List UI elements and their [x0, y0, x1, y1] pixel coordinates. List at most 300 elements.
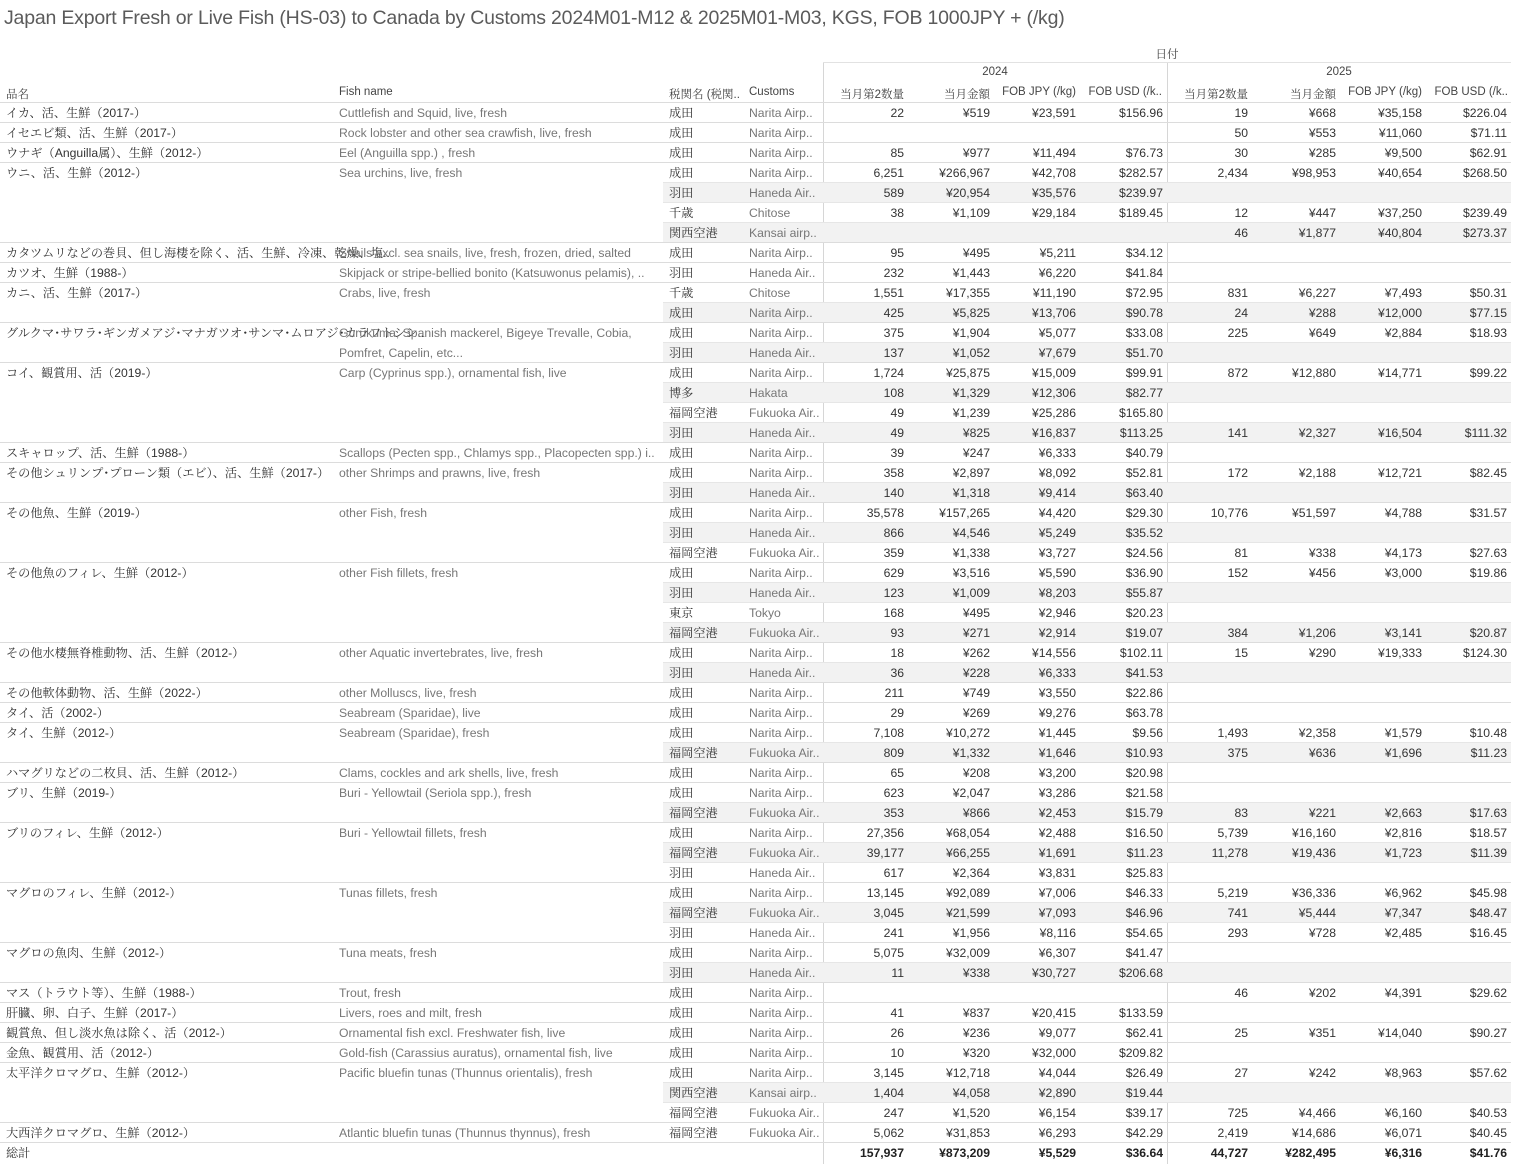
- header-fob-usd-2024[interactable]: FOB USD (/k..: [1088, 86, 1162, 98]
- customs-name: Narita Airp..: [749, 446, 813, 460]
- fish-name: Cuttlefish and Squid, live, fresh: [339, 106, 508, 120]
- total-value: ¥873,209: [939, 1146, 990, 1160]
- value-cell: $9.56: [1132, 726, 1163, 740]
- value-cell: $156.96: [1118, 106, 1163, 120]
- customs-name: Kansai airp..: [749, 226, 817, 240]
- table-row[interactable]: [0, 263, 1513, 283]
- value-cell: 140: [883, 486, 904, 500]
- header-customs[interactable]: Customs: [749, 86, 795, 98]
- value-cell: $20.98: [1125, 766, 1163, 780]
- value-cell: ¥495: [962, 246, 990, 260]
- header-amount-2025[interactable]: 当月金額: [1290, 89, 1336, 101]
- value-cell: $72.95: [1125, 286, 1163, 300]
- customs-name: Narita Airp..: [749, 726, 813, 740]
- value-cell: [1170, 243, 1248, 263]
- table-row[interactable]: [0, 283, 1513, 303]
- value-cell: 141: [1227, 426, 1248, 440]
- value-cell: ¥6,160: [1384, 1106, 1422, 1120]
- value-cell: [1170, 703, 1248, 723]
- customs-name: Fukuoka Air..: [749, 626, 820, 640]
- value-cell: [1252, 603, 1336, 623]
- value-cell: ¥32,009: [945, 946, 990, 960]
- value-cell: 5,062: [873, 1126, 904, 1140]
- table-row[interactable]: [0, 803, 1513, 823]
- fish-name: Buri - Yellowtail fillets, fresh: [339, 826, 487, 840]
- value-cell: 232: [883, 266, 904, 280]
- value-cell: [1170, 183, 1248, 203]
- customs-name: Narita Airp..: [749, 246, 813, 260]
- table-row[interactable]: [0, 1123, 1513, 1143]
- table-row[interactable]: [0, 543, 1513, 563]
- item-jp-name: その他魚のフィレ、生鮮（2012-）: [6, 566, 194, 580]
- value-cell: ¥2,663: [1384, 806, 1422, 820]
- value-cell: $111.32: [1464, 426, 1507, 440]
- customs-name: Narita Airp..: [749, 126, 813, 140]
- value-cell: 831: [1227, 286, 1248, 300]
- customs-jp: 羽田: [669, 866, 694, 880]
- item-jp-name: マグロの魚肉、生鮮（2012-）: [6, 946, 172, 960]
- fish-name: Atlantic bluefin tunas (Thunnus thynnus), fresh: [339, 1126, 591, 1140]
- value-cell: ¥14,556: [1031, 646, 1076, 660]
- value-cell: [1078, 983, 1163, 1003]
- table-row[interactable]: [0, 323, 1513, 343]
- table-row[interactable]: [0, 1083, 1513, 1103]
- value-cell: ¥1,443: [952, 266, 990, 280]
- value-cell: $27.63: [1469, 546, 1507, 560]
- table-row[interactable]: [0, 643, 1513, 663]
- value-cell: 425: [883, 306, 904, 320]
- value-cell: ¥1,239: [952, 406, 990, 420]
- header-amount-2024[interactable]: 当月金額: [944, 89, 990, 101]
- table-row[interactable]: [0, 423, 1513, 443]
- value-cell: 83: [1234, 806, 1248, 820]
- table-row[interactable]: [0, 1103, 1513, 1123]
- table-row[interactable]: [0, 463, 1513, 483]
- value-cell: [1422, 1003, 1507, 1023]
- fish-name: Pomfret, Capelin, etc...: [339, 346, 463, 360]
- value-cell: 46: [1234, 226, 1248, 240]
- value-cell: [1252, 443, 1336, 463]
- item-jp-name: その他水棲無脊椎動物、活、生鮮（2012-）: [6, 646, 245, 660]
- value-cell: [1252, 1083, 1336, 1103]
- value-cell: 137: [883, 346, 904, 360]
- customs-jp: 成田: [669, 506, 694, 520]
- table-row[interactable]: [0, 723, 1513, 743]
- value-cell: ¥1,009: [952, 586, 990, 600]
- value-cell: ¥728: [1308, 926, 1336, 940]
- value-cell: 29: [890, 706, 904, 720]
- value-cell: 741: [1227, 906, 1248, 920]
- value-cell: ¥4,058: [952, 1086, 990, 1100]
- value-cell: [1078, 123, 1163, 143]
- value-cell: ¥2,890: [1038, 1086, 1076, 1100]
- value-cell: $226.04: [1462, 106, 1507, 120]
- value-cell: [1252, 263, 1336, 283]
- header-year-2025: 2025: [1326, 66, 1352, 78]
- customs-jp: 福岡空港: [669, 626, 718, 640]
- chart-title: Japan Export Fresh or Live Fish (HS-03) to Canada by Customs 2024M01-M12 & 2025M01-M03, KGS, FOB 1000JPY + (/kg): [4, 7, 1065, 29]
- table-row[interactable]: [0, 623, 1513, 643]
- item-jp-name: タイ、生鮮（2012-）: [6, 726, 122, 740]
- table-row[interactable]: [0, 203, 1513, 223]
- total-value: $41.76: [1469, 1146, 1507, 1160]
- customs-jp: 成田: [669, 466, 694, 480]
- value-cell: [1422, 343, 1507, 363]
- customs-jp: 成田: [669, 826, 694, 840]
- value-cell: [1338, 243, 1422, 263]
- header-customs-jp[interactable]: 税関名 (税関..: [669, 89, 740, 101]
- value-cell: ¥4,044: [1038, 1066, 1076, 1080]
- value-cell: 1,404: [873, 1086, 904, 1100]
- table-row[interactable]: [0, 563, 1513, 583]
- customs-name: Haneda Air..: [749, 266, 816, 280]
- header-date: 日付: [1155, 49, 1179, 61]
- value-cell: [1170, 963, 1248, 983]
- value-cell: ¥2,816: [1384, 826, 1422, 840]
- value-cell: $41.84: [1125, 266, 1163, 280]
- value-cell: [1252, 863, 1336, 883]
- customs-name: Haneda Air..: [749, 486, 816, 500]
- divider-date-header: [823, 62, 1511, 63]
- value-cell: ¥3,550: [1038, 686, 1076, 700]
- value-cell: [1422, 383, 1507, 403]
- item-jp-name: カタツムリなどの巻貝、但し海棲を除く、活、生鮮、冷凍、乾燥、塩..: [6, 246, 390, 260]
- customs-name: Narita Airp..: [749, 1026, 813, 1040]
- value-cell: [1252, 483, 1336, 503]
- value-cell: 1,724: [873, 366, 904, 380]
- customs-name: Haneda Air..: [749, 866, 816, 880]
- table-row[interactable]: [0, 1043, 1513, 1063]
- value-cell: ¥3,727: [1038, 546, 1076, 560]
- value-cell: 3,145: [873, 1066, 904, 1080]
- value-cell: ¥2,047: [952, 786, 990, 800]
- item-jp-name: 太平洋クロマグロ、生鮮（2012-）: [6, 1066, 196, 1080]
- customs-jp: 羽田: [669, 586, 694, 600]
- value-cell: ¥6,962: [1384, 886, 1422, 900]
- value-cell: [1252, 703, 1336, 723]
- header-item-jp[interactable]: 品名: [6, 89, 29, 101]
- table-row[interactable]: [0, 683, 1513, 703]
- value-cell: ¥2,327: [1298, 426, 1336, 440]
- table-row[interactable]: [0, 763, 1513, 783]
- total-row[interactable]: [0, 1143, 1513, 1163]
- value-cell: ¥6,220: [1038, 266, 1076, 280]
- table-row[interactable]: [0, 923, 1513, 943]
- value-cell: [1338, 1043, 1422, 1063]
- table-row[interactable]: [0, 343, 1513, 363]
- value-cell: 19: [1234, 106, 1248, 120]
- value-cell: $20.23: [1125, 606, 1163, 620]
- table-row[interactable]: [0, 663, 1513, 683]
- value-cell: ¥288: [1308, 306, 1336, 320]
- table-row[interactable]: [0, 143, 1513, 163]
- value-cell: $209.82: [1118, 1046, 1163, 1060]
- value-cell: ¥636: [1308, 746, 1336, 760]
- value-cell: [1338, 1003, 1422, 1023]
- header-year-2024: 2024: [982, 66, 1008, 78]
- customs-name: Chitose: [749, 206, 791, 220]
- value-cell: $21.58: [1125, 786, 1163, 800]
- value-cell: ¥519: [962, 106, 990, 120]
- value-cell: [1338, 523, 1422, 543]
- value-cell: $25.83: [1125, 866, 1163, 880]
- header-fob-jpy-2024[interactable]: FOB JPY (/kg): [1002, 86, 1076, 98]
- value-cell: [1252, 403, 1336, 423]
- customs-jp: 関西空港: [669, 1086, 718, 1100]
- item-jp-name: 大西洋クロマグロ、生鮮（2012-）: [6, 1126, 196, 1140]
- table-row[interactable]: [0, 1003, 1513, 1023]
- value-cell: 172: [1227, 466, 1248, 480]
- fish-name: Scallops (Pecten spp., Chlamys spp., Placopecten spp.) i..: [339, 446, 655, 460]
- customs-name: Narita Airp..: [749, 1006, 813, 1020]
- value-cell: $102.11: [1119, 646, 1163, 660]
- header-fob-jpy-2025[interactable]: FOB JPY (/kg): [1348, 86, 1422, 98]
- value-cell: 11: [891, 966, 904, 980]
- value-cell: 10: [890, 1046, 904, 1060]
- value-cell: 2,434: [1217, 166, 1248, 180]
- value-cell: $26.49: [1125, 1066, 1163, 1080]
- table-row[interactable]: [0, 403, 1513, 423]
- fish-name: Skipjack or stripe-bellied bonito (Katsuwonus pelamis), ..: [339, 266, 645, 280]
- table-row[interactable]: [0, 703, 1513, 723]
- value-cell: ¥98,953: [1291, 166, 1336, 180]
- header-fob-usd-2025[interactable]: FOB USD (/k..: [1434, 86, 1508, 98]
- customs-name: Haneda Air..: [749, 586, 816, 600]
- value-cell: [1338, 703, 1422, 723]
- value-cell: 38: [890, 206, 904, 220]
- item-jp-name: 観賞魚、但し淡水魚は除く、活（2012-）: [6, 1026, 232, 1040]
- value-cell: [1338, 603, 1422, 623]
- value-cell: $113.25: [1119, 426, 1163, 440]
- customs-name: Fukuoka Air..: [749, 406, 820, 420]
- value-cell: $31.57: [1469, 506, 1507, 520]
- customs-jp: 成田: [669, 986, 694, 1000]
- value-cell: ¥8,092: [1038, 466, 1076, 480]
- table-row[interactable]: [0, 183, 1513, 203]
- value-cell: [906, 223, 990, 243]
- header-qty-2025[interactable]: 当月第2数量: [1184, 89, 1248, 101]
- value-cell: $10.93: [1125, 746, 1163, 760]
- value-cell: ¥13,706: [1031, 306, 1076, 320]
- value-cell: $19.44: [1125, 1086, 1163, 1100]
- value-cell: 27: [1234, 1066, 1248, 1080]
- value-cell: [1252, 1043, 1336, 1063]
- value-cell: ¥269: [962, 706, 990, 720]
- table-row[interactable]: [0, 363, 1513, 383]
- table-row[interactable]: [0, 583, 1513, 603]
- value-cell: ¥35,576: [1031, 186, 1076, 200]
- value-cell: 809: [883, 746, 904, 760]
- value-cell: ¥1,109: [952, 206, 990, 220]
- table-row[interactable]: [0, 963, 1513, 983]
- value-cell: [1422, 963, 1507, 983]
- customs-jp: 羽田: [669, 186, 694, 200]
- table-row[interactable]: [0, 523, 1513, 543]
- value-cell: 93: [890, 626, 904, 640]
- value-cell: ¥8,963: [1384, 1066, 1422, 1080]
- value-cell: 375: [883, 326, 904, 340]
- value-cell: ¥1,579: [1384, 726, 1422, 740]
- table-row[interactable]: [0, 883, 1513, 903]
- value-cell: 152: [1227, 566, 1248, 580]
- customs-jp: 成田: [669, 306, 694, 320]
- value-cell: $19.07: [1125, 626, 1163, 640]
- value-cell: [1338, 263, 1422, 283]
- value-cell: [1170, 783, 1248, 803]
- value-cell: $18.57: [1469, 826, 1507, 840]
- value-cell: [1422, 483, 1507, 503]
- customs-jp: 羽田: [669, 346, 694, 360]
- value-cell: $34.12: [1125, 246, 1163, 260]
- value-cell: ¥2,453: [1038, 806, 1076, 820]
- value-cell: 375: [1227, 746, 1248, 760]
- table-row[interactable]: [0, 103, 1513, 123]
- table-row[interactable]: [0, 983, 1513, 1003]
- table-row[interactable]: [0, 1023, 1513, 1043]
- customs-jp: 千歳: [669, 286, 694, 300]
- table-row[interactable]: [0, 783, 1513, 803]
- value-cell: ¥495: [962, 606, 990, 620]
- customs-name: Haneda Air..: [749, 346, 816, 360]
- item-jp-name: カツオ、生鮮（1988-）: [6, 266, 134, 280]
- value-cell: ¥6,227: [1298, 286, 1336, 300]
- customs-name: Fukuoka Air..: [749, 1126, 820, 1140]
- customs-jp: 福岡空港: [669, 906, 718, 920]
- value-cell: 5,219: [1217, 886, 1248, 900]
- value-cell: [1338, 583, 1422, 603]
- customs-name: Narita Airp..: [749, 506, 813, 520]
- table-row[interactable]: [0, 863, 1513, 883]
- fish-name: Crabs, live, fresh: [339, 286, 431, 300]
- value-cell: ¥6,071: [1384, 1126, 1422, 1140]
- value-cell: $29.62: [1469, 986, 1507, 1000]
- table-row[interactable]: [0, 603, 1513, 623]
- table-row[interactable]: [0, 943, 1513, 963]
- value-cell: 15: [1234, 646, 1248, 660]
- value-cell: 725: [1227, 1106, 1248, 1120]
- item-jp-name: ウニ、活、生鮮（2012-）: [6, 166, 148, 180]
- value-cell: ¥351: [1308, 1026, 1336, 1040]
- customs-jp: 成田: [669, 246, 694, 260]
- value-cell: $82.45: [1469, 466, 1507, 480]
- item-jp-name: 肝臓、卵、白子、生鮮（2017-）: [6, 1006, 184, 1020]
- value-cell: $76.73: [1125, 146, 1163, 160]
- value-cell: ¥36,336: [1291, 886, 1336, 900]
- value-cell: ¥31,853: [945, 1126, 990, 1140]
- value-cell: ¥19,436: [1291, 846, 1336, 860]
- value-cell: 41: [890, 1006, 904, 1020]
- table-row[interactable]: [0, 443, 1513, 463]
- customs-jp: 成田: [669, 366, 694, 380]
- value-cell: [1422, 603, 1507, 623]
- table-row[interactable]: [0, 823, 1513, 843]
- value-cell: [1170, 603, 1248, 623]
- value-cell: [1170, 683, 1248, 703]
- table-row[interactable]: [0, 383, 1513, 403]
- customs-name: Fukuoka Air..: [749, 746, 820, 760]
- value-cell: [1338, 183, 1422, 203]
- customs-jp: 福岡空港: [669, 406, 718, 420]
- table-row[interactable]: [0, 903, 1513, 923]
- value-cell: [1338, 783, 1422, 803]
- value-cell: $71.11: [1470, 126, 1507, 140]
- table-row[interactable]: [0, 483, 1513, 503]
- value-cell: 35,578: [866, 506, 904, 520]
- table-row[interactable]: [0, 243, 1513, 263]
- customs-jp: 成田: [669, 566, 694, 580]
- header-fish-name[interactable]: Fish name: [339, 86, 393, 98]
- value-cell: [1338, 963, 1422, 983]
- customs-jp: 成田: [669, 1046, 694, 1060]
- value-cell: ¥12,721: [1377, 466, 1422, 480]
- value-cell: ¥4,546: [952, 526, 990, 540]
- value-cell: $15.79: [1125, 806, 1163, 820]
- value-cell: [1338, 863, 1422, 883]
- header-qty-2024[interactable]: 当月第2数量: [840, 89, 904, 101]
- table-row[interactable]: [0, 123, 1513, 143]
- value-cell: ¥3,286: [1038, 786, 1076, 800]
- value-cell: ¥9,077: [1038, 1026, 1076, 1040]
- value-cell: ¥236: [962, 1026, 990, 1040]
- customs-jp: 東京: [669, 606, 694, 620]
- customs-name: Kansai airp..: [749, 1086, 817, 1100]
- value-cell: [1422, 763, 1507, 783]
- value-cell: ¥1,723: [1384, 846, 1422, 860]
- value-cell: [992, 123, 1076, 143]
- table-row[interactable]: [0, 743, 1513, 763]
- table-row[interactable]: [0, 303, 1513, 323]
- fish-name: Tuna meats, fresh: [339, 946, 437, 960]
- customs-jp: 羽田: [669, 266, 694, 280]
- value-cell: 7,108: [873, 726, 904, 740]
- table-row[interactable]: [0, 163, 1513, 183]
- value-cell: [1422, 183, 1507, 203]
- value-cell: [992, 223, 1076, 243]
- item-jp-name: グルクマ･サワラ･ギンガメアジ･マナガツオ･サンマ･ムロアジ･カラフトシシ..: [6, 326, 425, 340]
- value-cell: $165.80: [1118, 406, 1163, 420]
- table-row[interactable]: [0, 1063, 1513, 1083]
- total-value: ¥6,316: [1384, 1146, 1422, 1160]
- value-cell: 27,356: [866, 826, 904, 840]
- value-cell: 866: [883, 526, 904, 540]
- table-row[interactable]: [0, 843, 1513, 863]
- value-cell: $51.70: [1125, 346, 1163, 360]
- customs-name: Tokyo: [749, 606, 781, 620]
- value-cell: [1422, 663, 1507, 683]
- value-cell: $63.78: [1125, 706, 1163, 720]
- customs-jp: 羽田: [669, 486, 694, 500]
- customs-name: Narita Airp..: [749, 686, 813, 700]
- value-cell: ¥20,415: [1031, 1006, 1076, 1020]
- value-cell: 358: [883, 466, 904, 480]
- table-row[interactable]: [0, 223, 1513, 243]
- value-cell: 5,739: [1217, 826, 1248, 840]
- value-cell: [1170, 443, 1248, 463]
- value-cell: ¥30,727: [1031, 966, 1076, 980]
- value-cell: 6,251: [873, 166, 904, 180]
- customs-name: Haneda Air..: [749, 186, 816, 200]
- value-cell: ¥2,485: [1384, 926, 1422, 940]
- table-row[interactable]: [0, 503, 1513, 523]
- value-cell: $18.93: [1469, 326, 1507, 340]
- customs-name: Haneda Air..: [749, 926, 816, 940]
- fish-name: other Aquatic invertebrates, live, fresh: [339, 646, 543, 660]
- fish-name: other Molluscs, live, fresh: [339, 686, 477, 700]
- value-cell: ¥11,060: [1378, 126, 1422, 140]
- customs-jp: 成田: [669, 646, 694, 660]
- customs-jp: 成田: [669, 146, 694, 160]
- value-cell: [1338, 343, 1422, 363]
